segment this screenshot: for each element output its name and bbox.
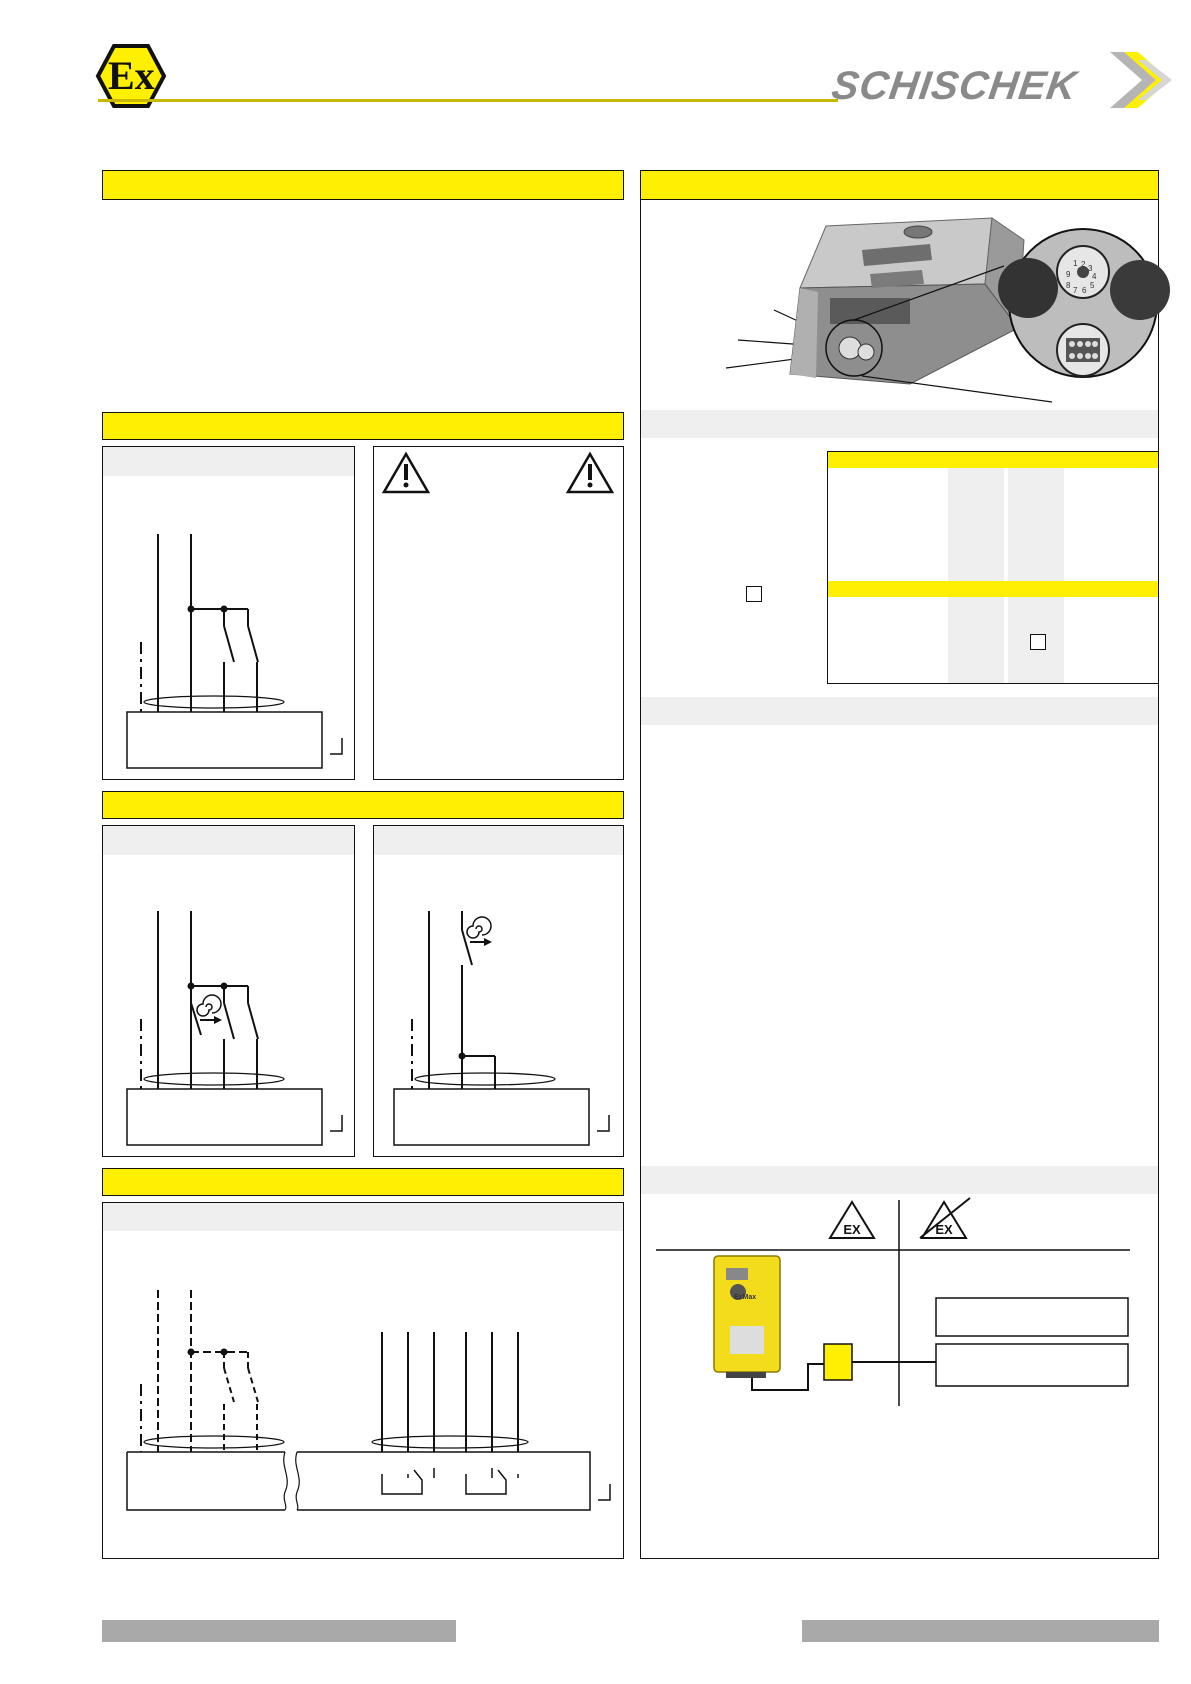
spring-return-icon <box>197 995 221 1020</box>
table-header-bar <box>828 452 1158 468</box>
connector-digit-5: 5 <box>1090 281 1095 290</box>
connector-digit-6: 6 <box>1082 286 1087 295</box>
actuator-figure <box>640 200 1159 400</box>
wiring-diagram-e <box>102 1202 624 1559</box>
connector-8-pin-icon <box>1057 324 1109 376</box>
brand-name: SCHISCHEK <box>828 64 1080 108</box>
header-rule <box>98 99 838 102</box>
footer-bar-right <box>802 1620 1159 1642</box>
footer-bar-left <box>102 1620 456 1642</box>
warning-triangle-icon <box>382 452 430 494</box>
table-column-shade <box>948 468 1004 581</box>
wiring-diagram-c <box>102 825 355 1157</box>
connector-digit-2: 2 <box>1081 260 1086 269</box>
section-bar-3 <box>102 791 624 819</box>
connector-digit-4: 4 <box>1092 272 1097 281</box>
wiring-diagram-d <box>373 825 624 1157</box>
table-column-shade <box>948 597 1004 683</box>
actuator-label: ExMax <box>734 1294 757 1301</box>
section-bar-4 <box>102 1168 624 1196</box>
ex-logo-text: Ex <box>108 53 155 98</box>
subheader-2 <box>641 697 1158 725</box>
yellow-actuator-illustration <box>714 1256 780 1378</box>
spring-return-icon <box>467 917 491 942</box>
ex-zone-diagram <box>640 1196 1159 1426</box>
ex-zone-sign-icon <box>830 1202 874 1238</box>
connector-digit-8: 8 <box>1066 281 1071 290</box>
subheader-1 <box>641 410 1158 438</box>
svg-text:EX: EX <box>843 1222 861 1237</box>
table-column-shade <box>1008 468 1064 581</box>
warning-triangle-icon <box>566 452 614 494</box>
connector-digit-7: 7 <box>1073 286 1078 295</box>
empty-checkbox-icon[interactable] <box>746 586 762 602</box>
empty-checkbox-icon[interactable] <box>1030 634 1046 650</box>
connector-digit-3: 3 <box>1088 264 1093 273</box>
connector-digit-1: 1 <box>1073 259 1078 268</box>
non-ex-zone-crossed-icon <box>920 1198 970 1238</box>
panel-warning <box>373 446 624 780</box>
section-bar-2 <box>102 412 624 440</box>
subheader-3 <box>641 1166 1158 1194</box>
connector-digit-9: 9 <box>1066 270 1071 279</box>
settings-table <box>827 451 1159 684</box>
svg-text:EX: EX <box>935 1222 953 1237</box>
section-bar-right <box>640 170 1159 200</box>
section-bar-1 <box>102 170 624 200</box>
brand-chevrons-icon <box>1110 50 1180 110</box>
table-mid-bar <box>828 581 1158 597</box>
wiring-diagram-a <box>102 446 355 780</box>
